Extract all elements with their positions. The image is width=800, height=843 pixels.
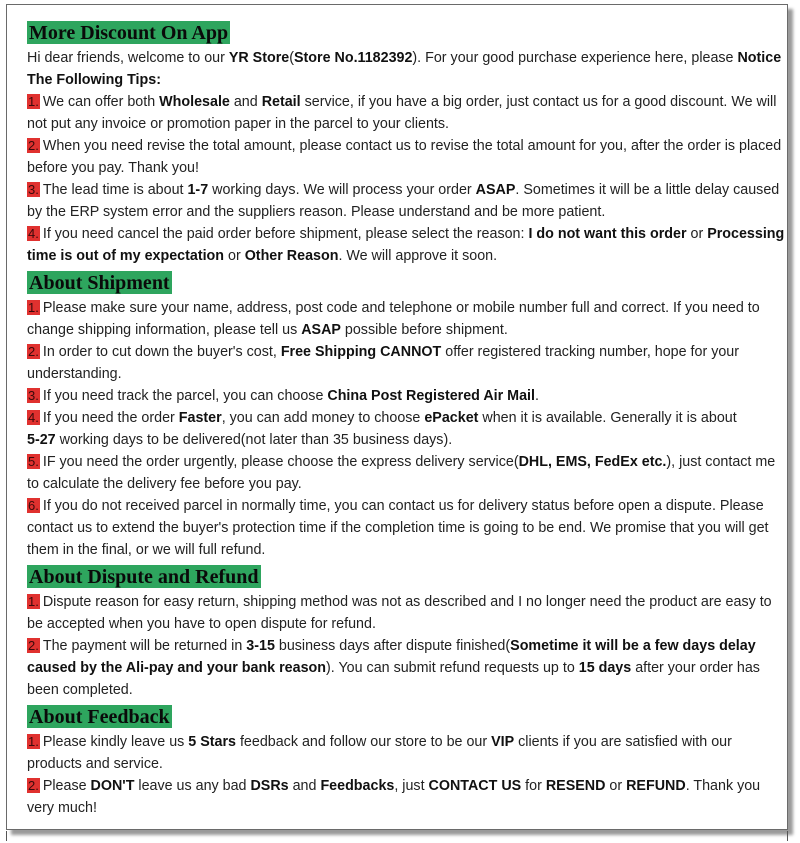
emphasis-text: ePacket	[424, 410, 479, 426]
text-run: The payment will be returned in	[42, 638, 247, 654]
tip-item	[27, 451, 787, 495]
text-run: When you need revise the total amount, please contact us to revise the total amount for you, after the order is placed before you pay. Thank you!	[27, 138, 782, 176]
emphasis-text: ASAP	[301, 322, 341, 338]
emphasis-text: Notice The Following Tips:	[27, 50, 782, 88]
emphasis-text: DHL, EMS, FedEx etc.	[518, 454, 667, 470]
notice-content	[27, 21, 787, 819]
text-run: ). For your good purchase experience here, please	[412, 50, 738, 66]
emphasis-text: 15 days	[578, 660, 632, 676]
text-run: Hi dear friends, welcome to our	[27, 50, 229, 66]
tip-item	[27, 775, 787, 819]
text-run: ), just contact me to calculate the delivery fee before you pay.	[27, 454, 776, 492]
emphasis-text: Store No.1182392	[294, 50, 413, 66]
section-heading: About Dispute and Refund	[29, 566, 259, 588]
text-run: (	[289, 50, 294, 66]
frame-corner-mark-left	[6, 831, 7, 841]
tip-item	[27, 135, 787, 179]
tip-number-badge: 5.	[28, 454, 39, 469]
text-run: after your order has been completed.	[27, 660, 760, 698]
text-run: If you need the order	[42, 410, 179, 426]
emphasis-text: CONTACT US	[428, 778, 522, 794]
tip-number-badge: 2.	[28, 344, 39, 359]
section-about-shipment	[27, 271, 787, 561]
text-run: offer registered tracking number, hope for your understanding.	[27, 344, 740, 382]
text-run: clients if you are satisfied with our products and service.	[27, 734, 732, 772]
text-run: or	[686, 226, 708, 242]
emphasis-text: 3-15	[246, 638, 275, 654]
emphasis-text: Feedbacks	[320, 778, 395, 794]
emphasis-text: Processing time is out of my expectation	[27, 226, 785, 264]
emphasis-text: YR Store	[228, 50, 290, 66]
tip-number-badge: 3.	[28, 182, 39, 197]
emphasis-text: DSRs	[250, 778, 289, 794]
emphasis-text: DON'T	[90, 778, 135, 794]
frame-corner-mark-right	[787, 831, 788, 841]
tip-item	[27, 635, 787, 701]
tip-item	[27, 407, 787, 451]
tip-number-badge: 2.	[28, 138, 39, 153]
tip-number-badge: 6.	[28, 498, 39, 513]
emphasis-text: RESEND	[545, 778, 606, 794]
text-run: Dispute reason for easy return, shipping method was not as described and I no longer need the product are easy to be accepted when you have to open dispute for refund.	[27, 594, 772, 632]
emphasis-text: Other Reason	[244, 248, 339, 264]
emphasis-text: Retail	[261, 94, 301, 110]
tip-number-badge: 1.	[28, 94, 39, 109]
tip-item	[27, 179, 787, 223]
emphasis-text: 5 Stars	[188, 734, 236, 750]
emphasis-text: REFUND	[626, 778, 686, 794]
text-run: Please kindly leave us	[42, 734, 189, 750]
tip-item	[27, 495, 787, 561]
text-run: IF you need the order urgently, please choose the express delivery service(	[42, 454, 519, 470]
text-run: leave us any bad	[134, 778, 251, 794]
text-run: Please	[42, 778, 91, 794]
intro-paragraph	[27, 47, 787, 91]
text-run: If you need cancel the paid order before shipment, please select the reason:	[42, 226, 529, 242]
emphasis-text: Sometime it will be a few days delay caused by the Ali-pay and your bank reason	[27, 638, 756, 676]
emphasis-text: Wholesale	[159, 94, 230, 110]
tip-number-badge: 1.	[28, 300, 39, 315]
text-run: Please make sure your name, address, post code and telephone or mobile number full and correct. If you need to change shipping information, please tell us	[27, 300, 760, 338]
text-run: service, if you have a big order, just contact us for a good discount. We will not put any invoice or promotion paper in the parcel to your clients.	[27, 94, 777, 132]
text-run: and	[229, 94, 262, 110]
tip-number-badge: 4.	[28, 226, 39, 241]
emphasis-text: 1-7	[187, 182, 209, 198]
emphasis-text: ASAP	[475, 182, 516, 198]
text-run: , just	[394, 778, 429, 794]
tip-item	[27, 731, 787, 775]
text-run: working days. We will process your order	[208, 182, 476, 198]
text-run: business days after dispute finished(	[274, 638, 511, 654]
section-about-feedback	[27, 705, 787, 819]
emphasis-text: Faster	[178, 410, 222, 426]
text-run: . Sometimes it will be a little delay caused by the ERP system error and the suppliers reason. Please understand and be more patient.	[27, 182, 780, 220]
text-run: feedback and follow our store to be our	[235, 734, 492, 750]
text-run: ). You can submit refund requests up to	[326, 660, 579, 676]
section-heading: About Shipment	[29, 272, 170, 294]
text-run: when it is available. Generally it is about	[478, 410, 737, 426]
tip-item	[27, 591, 787, 635]
section-about-dispute-and-refund	[27, 565, 787, 701]
tip-item	[27, 223, 787, 267]
text-run: for	[521, 778, 546, 794]
tip-number-badge: 1.	[28, 594, 39, 609]
section-heading: More Discount On App	[29, 22, 229, 44]
text-run: possible before shipment.	[340, 322, 508, 338]
emphasis-text: Free Shipping CANNOT	[280, 344, 442, 360]
tip-number-badge: 2.	[28, 778, 39, 793]
tip-item	[27, 341, 787, 385]
tip-number-badge: 4.	[28, 410, 39, 425]
emphasis-text: China Post Registered Air Mail	[327, 388, 535, 404]
section-heading: About Feedback	[29, 706, 170, 728]
text-run: and	[288, 778, 321, 794]
notice-frame	[6, 4, 788, 830]
text-run: working days to be delivered(not later than 35 business days).	[55, 432, 453, 448]
text-run: or	[605, 778, 627, 794]
text-run: . Thank you very much!	[27, 778, 761, 816]
emphasis-text: 5-27	[27, 432, 56, 448]
tip-number-badge: 2.	[28, 638, 39, 653]
tip-number-badge: 1.	[28, 734, 39, 749]
tip-item	[27, 385, 787, 407]
emphasis-text: VIP	[491, 734, 515, 750]
text-run: If you do not received parcel in normally time, you can contact us for delivery status before open a dispute. Please contact us to extend the buyer's protection time if the completion time is going to be end. We promise that you will get them in the final, or we will full refund.	[27, 498, 769, 558]
text-run: , you can add money to choose	[221, 410, 425, 426]
text-run: . We will approve it soon.	[338, 248, 498, 264]
emphasis-text: I do not want this order	[528, 226, 687, 242]
tip-number-badge: 3.	[28, 388, 39, 403]
text-run: In order to cut down the buyer's cost,	[42, 344, 281, 360]
text-run: or	[224, 248, 245, 264]
text-run: If you need track the parcel, you can choose	[42, 388, 328, 404]
tip-item	[27, 297, 787, 341]
text-run: The lead time is about	[42, 182, 188, 198]
section-more-discount-on-app	[27, 21, 787, 267]
text-run: We can offer both	[42, 94, 160, 110]
tip-item	[27, 91, 787, 135]
text-run: .	[535, 388, 539, 404]
